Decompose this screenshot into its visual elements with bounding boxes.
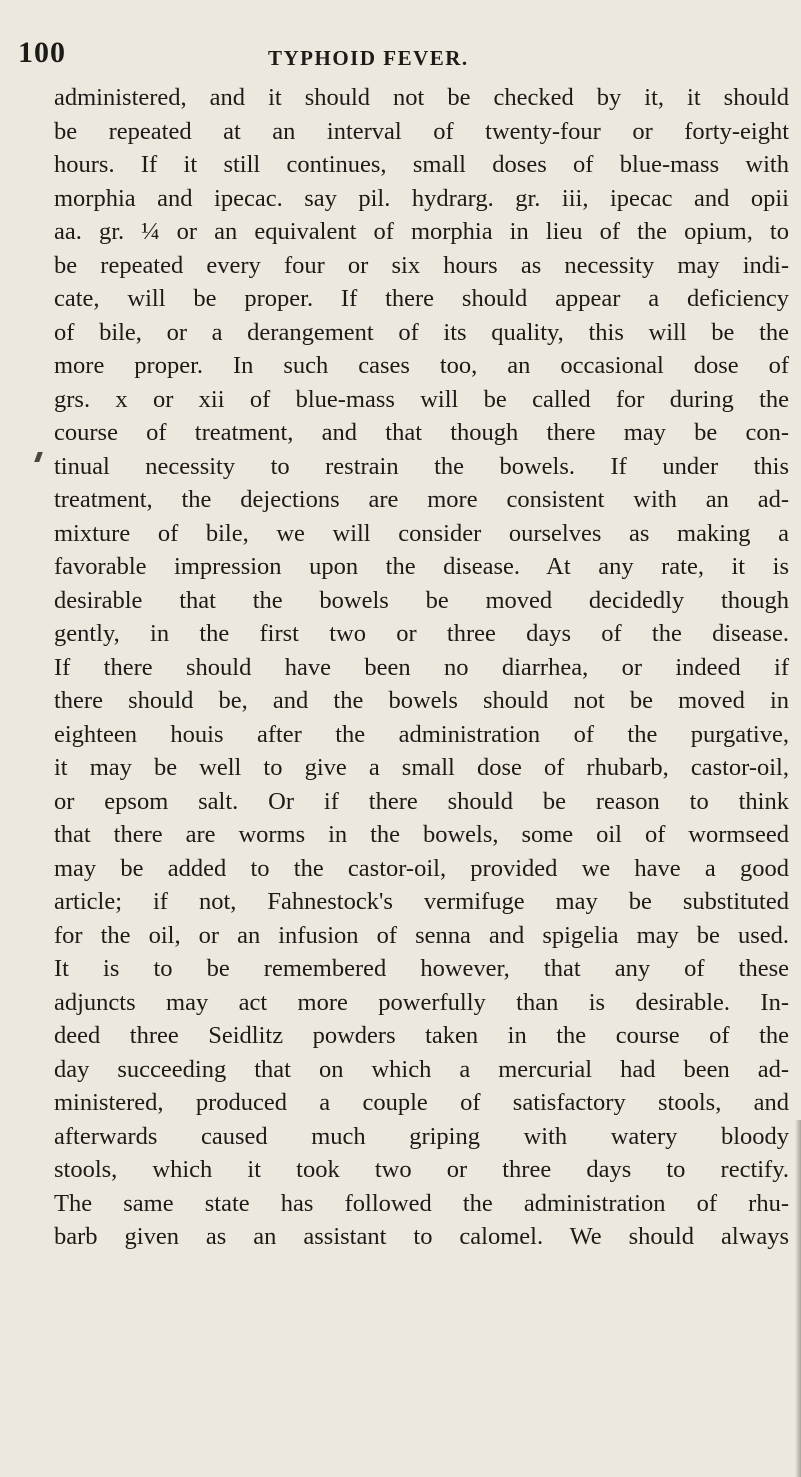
text-line: more proper. In such cases too, an occasional dose of (54, 352, 789, 379)
text-line: treatment, the dejections are more consistent with an ad- (54, 486, 789, 513)
text-line: If there should have been no diarrhea, or indeed if (54, 653, 789, 681)
text-line: gently, in the first two or three days of the disease. (54, 620, 789, 647)
text-line: hours. If it still continues, small doses of blue-mass with (54, 151, 789, 178)
text-line: it may be well to give a small dose of rhubarb, castor-oil, (54, 754, 789, 781)
running-head (0, 36, 801, 70)
text-line: morphia and ipecac. say pil. hydrarg. gr. iii, ipecac and opii (54, 184, 789, 212)
text-line: grs. x or xii of blue-mass will be called for during the (54, 385, 789, 413)
text-line: It is to be remembered however, that any of these (54, 955, 789, 982)
text-line: course of treatment, and that though there may be con- (54, 419, 789, 446)
text-line: desirable that the bowels be moved decidedly though (54, 586, 789, 614)
text-line: that there are worms in the bowels, some oil of wormseed (54, 821, 789, 848)
page-header-title: TYPHOID FEVER. (268, 46, 469, 70)
text-line: ministered, produced a couple of satisfactory stools, and (54, 1089, 789, 1116)
text-line: or epsom salt. Or if there should be reason to think (54, 787, 789, 815)
page-edge-shadow (795, 1120, 801, 1477)
margin-mark (34, 452, 43, 462)
text-line: eighteen houis after the administration of the purgative, (54, 720, 789, 748)
text-line: favorable impression upon the disease. At any rate, it is (54, 553, 789, 580)
text-line: day succeeding that on which a mercurial had been ad- (54, 1055, 789, 1083)
page-number: 100 (18, 36, 66, 69)
text-line: of bile, or a derangement of its quality, this will be the (54, 318, 789, 346)
text-line: there should be, and the bowels should not be moved in (54, 687, 789, 714)
text-line: barb given as an assistant to calomel. We should always (54, 1223, 789, 1250)
text-line: afterwards caused much griping with watery bloody (54, 1122, 789, 1150)
text-line: aa. gr. ¼ or an equivalent of morphia in lieu of the opium, to (54, 218, 789, 245)
text-line: for the oil, or an infusion of senna and spigelia may be used. (54, 921, 789, 949)
text-line: tinual necessity to restrain the bowels. If under this (54, 452, 789, 480)
text-line: be repeated at an interval of twenty-four or forty-eight (54, 117, 789, 145)
text-line: cate, will be proper. If there should appear a deficiency (54, 285, 789, 312)
text-line: article; if not, Fahnestock's vermifuge may be substituted (54, 888, 789, 915)
text-line: be repeated every four or six hours as necessity may indi- (54, 251, 789, 279)
text-line: adjuncts may act more powerfully than is desirable. In- (54, 988, 789, 1016)
text-line: administered, and it should not be checked by it, it should (54, 84, 789, 111)
text-line: deed three Seidlitz powders taken in the course of the (54, 1022, 789, 1049)
text-line: mixture of bile, we will consider ourselves as making a (54, 519, 789, 547)
text-line: The same state has followed the administration of rhu- (54, 1189, 789, 1217)
text-line: stools, which it took two or three days to rectify. (54, 1156, 789, 1183)
text-line: may be added to the castor-oil, provided we have a good (54, 854, 789, 882)
